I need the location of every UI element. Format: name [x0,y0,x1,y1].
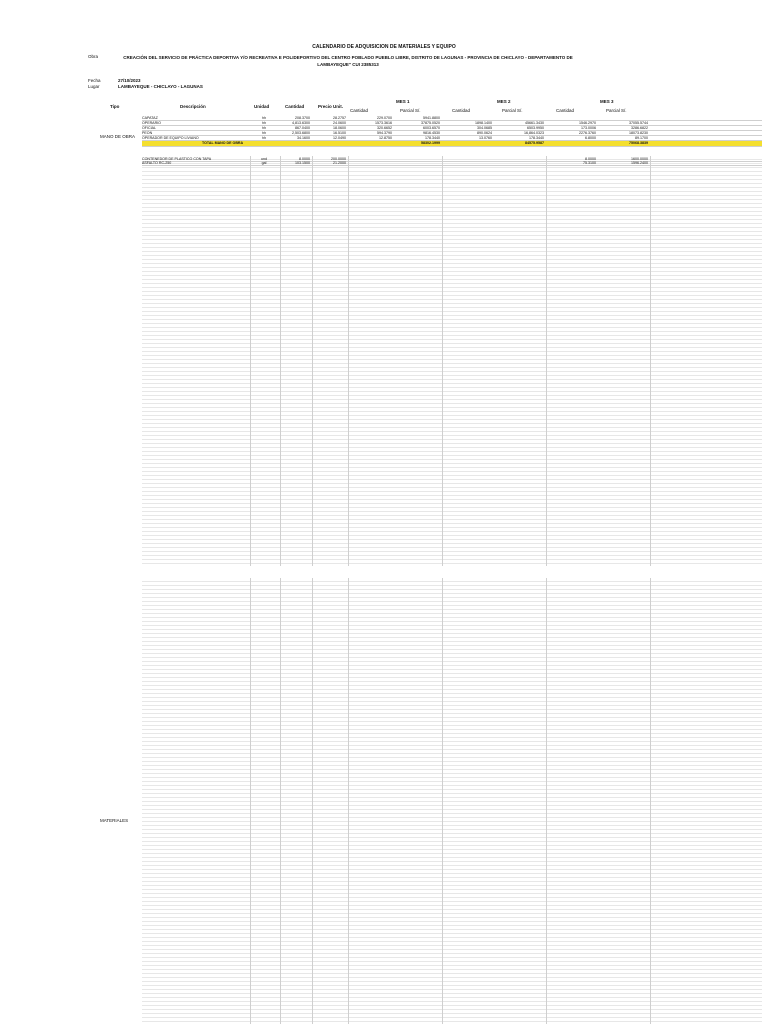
document-title: CALENDARIO DE ADQUISICION DE MATERIALES Y EQUIPO [312,44,456,50]
header-mes1: MES 1 [396,99,410,104]
cell-m1p: 5941.8800 [423,116,440,120]
header-mes3-parcial: Parcial S/. [606,108,627,113]
fecha-label: Fecha [88,78,101,83]
cell-c: 4,813.6300 [292,121,310,125]
cell-m1c: 229.0700 [377,116,392,120]
header-mes3-cantidad: Cantidad [556,108,575,113]
cell-u: gal [261,161,267,165]
obra-label: Obra [88,54,99,59]
fecha-value: 27/10/2023 [118,78,141,83]
cell-d: ASFALTO RC-250 [142,161,172,165]
fecha-block [88,78,141,83]
cell-d: CONTENEDOR DE PLASTICO CON TAPA [142,157,212,161]
cell-m2c: 1898.1400 [475,121,492,125]
header-mes3: MES 3 [600,99,614,104]
cell-c: 34.1600 [297,136,310,140]
cell-u: hh [262,116,266,120]
lugar-block [88,84,203,89]
cell-u: hh [262,121,266,125]
total-m2p: 84575.9587 [525,141,544,145]
header-tipo: Tipo [110,104,120,109]
labor-total-row [142,141,762,147]
lugar-value: LAMBAYEQUE - CHICLAYO - LAGUNAS [118,84,203,89]
lugar-label: Lugar [88,84,100,89]
cell-p: 28.2757 [333,116,346,120]
cell-m1c: 1573.3616 [375,121,392,125]
header-descripcion: Descripción [180,104,206,109]
cell-p: 24.0600 [333,121,346,125]
header-unidad: Unidad [254,104,270,109]
group-materiales: MATERIALES [100,818,129,823]
header-mes2-parcial: Parcial S/. [502,108,523,113]
cell-c: 103.1500 [295,161,310,165]
materials-grid-page1 [142,156,762,566]
cell-m3p: 3286.6822 [631,126,648,130]
cell-m3p: 1596.2400 [631,161,648,165]
cell-m2c: 304.0685 [477,126,492,130]
cell-m1p: 178.3440 [425,136,440,140]
cell-c: 8.0000 [299,157,310,161]
cell-d: OFICIAL [142,126,156,130]
cell-p: 12.0490 [333,136,346,140]
cell-m1p: 6003.6570 [423,126,440,130]
cell-m1p: 37875.0520 [421,121,440,125]
cell-d: OPERARIO [142,121,161,125]
cell-m2c: 890.0624 [477,131,492,135]
header-cantidad: Cantidad [285,104,305,109]
cell-p: 21.2000 [333,161,346,165]
cell-m3p: 1600.0000 [631,157,648,161]
cell-c: 2,503.6800 [292,131,310,135]
header-mes1-parcial: Parcial S/. [400,108,421,113]
total-m3p: 75068.3839 [629,141,648,145]
material-row [142,161,762,166]
cell-c: 867.0400 [295,126,310,130]
cell-m1c: 12.8750 [379,136,392,140]
total-d: TOTAL MANO DE OBRA [202,141,244,145]
cell-u: hh [262,131,266,135]
group-mano-de-obra: MANO DE OBRA [100,134,136,139]
header-mes2: MES 2 [497,99,511,104]
header-mes2-cantidad: Cantidad [452,108,471,113]
cell-m2c: 13.0760 [479,136,492,140]
total-m1p: 58302.1999 [421,141,440,145]
cell-m3c: 8.0000 [585,157,596,161]
cell-m2p: 178.3440 [529,136,544,140]
cell-m3p: 89.1700 [635,136,648,140]
cell-m3c: 75.3100 [583,161,596,165]
cell-m2p: 16,864.0323 [524,131,544,135]
cell-m3c: 173.0006 [581,126,596,130]
cell-p: 16.5100 [333,131,346,135]
cell-p: 200.0000 [331,157,346,161]
cell-m2p: 6503.9950 [527,126,544,130]
obra-text: CREACIÓN DEL SERVICIO DE PRÁCTICA DEPORTIVA Y/O RECREATIVA E POLIDEPORTIVO DEL CENTRO POBLADO PUEBLO LIBRE, DISTRITO DE LAGUNAS - PROVINCIA DE CHICLAYO - DEPARTAMENTO DE LAMBAYEQUE" CUI 2385313 [123,55,573,67]
materials-grid-page2 [142,578,762,1024]
cell-u: hh [262,126,266,130]
cell-m3c: 6.8000 [585,136,596,140]
cell-u: und [261,157,267,161]
cell-u: hh [262,136,266,140]
cell-m3c: 1546.2970 [579,121,596,125]
cell-m3c: 2276.3760 [579,131,596,135]
header-precio: Precio Unit. [318,104,344,109]
cell-m3p: 18073.8230 [629,131,648,135]
cell-m1p: 9816.4530 [423,131,440,135]
cell-d: CAPATAZ [142,116,158,120]
cell-p: 18.0600 [333,126,346,130]
cell-d: PEON [142,131,153,135]
cell-m2p: 45661.3430 [525,121,544,125]
cell-m1c: 320.6652 [377,126,392,130]
header-mes1-cantidad: Cantidad [350,108,369,113]
cell-d: OPERADOR DE EQUIPO LIVIANO [142,136,199,140]
cell-c: 208.3700 [295,116,310,120]
cell-m3p: 37055.5744 [629,121,648,125]
cell-m1c: 594.3790 [377,131,392,135]
